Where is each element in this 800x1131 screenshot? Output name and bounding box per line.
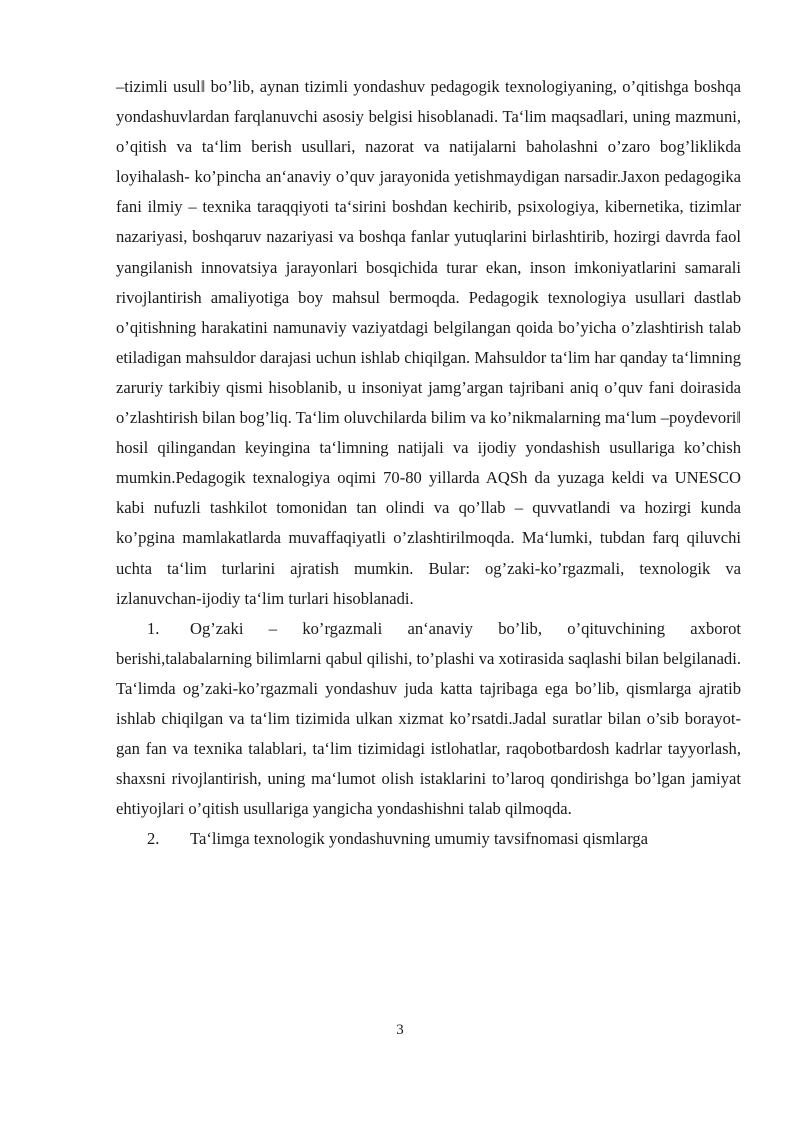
list-item-text: Og’zaki – ko’rgazmali an‘anaviy bo’lib, o’qituvchining axborot berishi,talabalarning bilimlarni qabul qilishi, to’plashi va xotirasida saqlashi bilan belgilanadi. Ta‘limda og’zaki-ko’rgazmali yondashuv juda katta tajribaga ega bo’lib, qismlarga ajratib ishlab chiqilgan va ta‘lim tizimida ulkan xizmat ko’rsatdi.Jadal suratlar bilan o’sib borayot-gan fan va texnika talablari, ta‘lim tizimidagi istlohatlar, raqobotbardosh kadrlar tayyorlash, shaxsni rivojlantirish, uning ma‘lumot olish istaklarini to’laroq qondirishga bo’lgan jamiyat ehtiyojlari o’qitish usullariga yangicha yondashishni talab qilmoqda. <box>116 618 741 819</box>
list-item <box>116 824 741 854</box>
list-item-number: 2. <box>147 829 160 849</box>
list-item <box>116 614 741 825</box>
paragraph: ‒tizimli usul‖ bo’lib, aynan tizimli yondashuv pedagogik texnologiyaning, o’qitishga boshqa yondashuvlardan farqlanuvchi asosiy belgisi hisoblanadi. Ta‘lim maqsadlari, uning mazmuni, o’qitish va ta‘lim berish usullari, nazorat va natijalarni baholashni o’zaro bog’liklikda loyihalash- ko’pincha an‘anaviy o’quv jarayonida yetishmaydigan narsadir.Jaxon pedagogika fani ilmiy – texnika taraqqiyoti ta‘sirini boshdan kechirib, psixologiya, kibernetika, tizimlar nazariyasi, boshqaruv nazariyasi va boshqa fanlar yutuqlarini birlashtirib, hozirgi davrda faol yangilanish innovatsiya jarayonlari bosqichida turar ekan, inson imkoniyatlarini samarali rivojlantirish amaliyotiga boy mahsul bermoqda. Pedagogik texnologiya usullari dastlab o’qitishning harakatini namunaviy vaziyatdagi belgilangan qoida bo’yicha o’zlashtirish talab etiladigan mahsuldor darajasi uchun ishlab chiqilgan. Mahsuldor ta‘lim har qanday ta‘limning zaruriy tarkibiy qismi hisoblanib, u insoniyat jamg’argan tajribani aniq o’quv fani doirasida o’zlashtirish bilan bog’liq. Ta‘lim oluvchilarda bilim va ko’nikmalarning ma‘lum ‒poydevori‖ hosil qilingandan keyingina ta‘limning natijali va ijodiy yondashish usullariga ko’chish mumkin.Pedagogik texnalogiya oqimi 70-80 yillarda AQSh da yuzaga keldi va UNESCO kabi nufuzli tashkilot tomonidan tan olindi va qo’llab – quvvatlandi va hozirgi kunda ko’pgina mamlakatlarda muvaffaqiyatli o’zlashtirilmoqda. Ma‘lumki, tubdan farq qiluvchi uchta ta‘lim turlarini ajratish mumkin. Bular: og’zaki-ko’rgazmali, texnologik va izlanuvchan-ijodiy ta‘lim turlari hisoblanadi. <box>116 77 741 608</box>
list-item-text: Ta‘limga texnologik yondashuvning umumiy tavsifnomasi qismlarga <box>190 829 649 849</box>
list-item-number: 1. <box>147 618 160 638</box>
body-text <box>116 72 741 854</box>
page-number: 3 <box>396 1022 404 1038</box>
